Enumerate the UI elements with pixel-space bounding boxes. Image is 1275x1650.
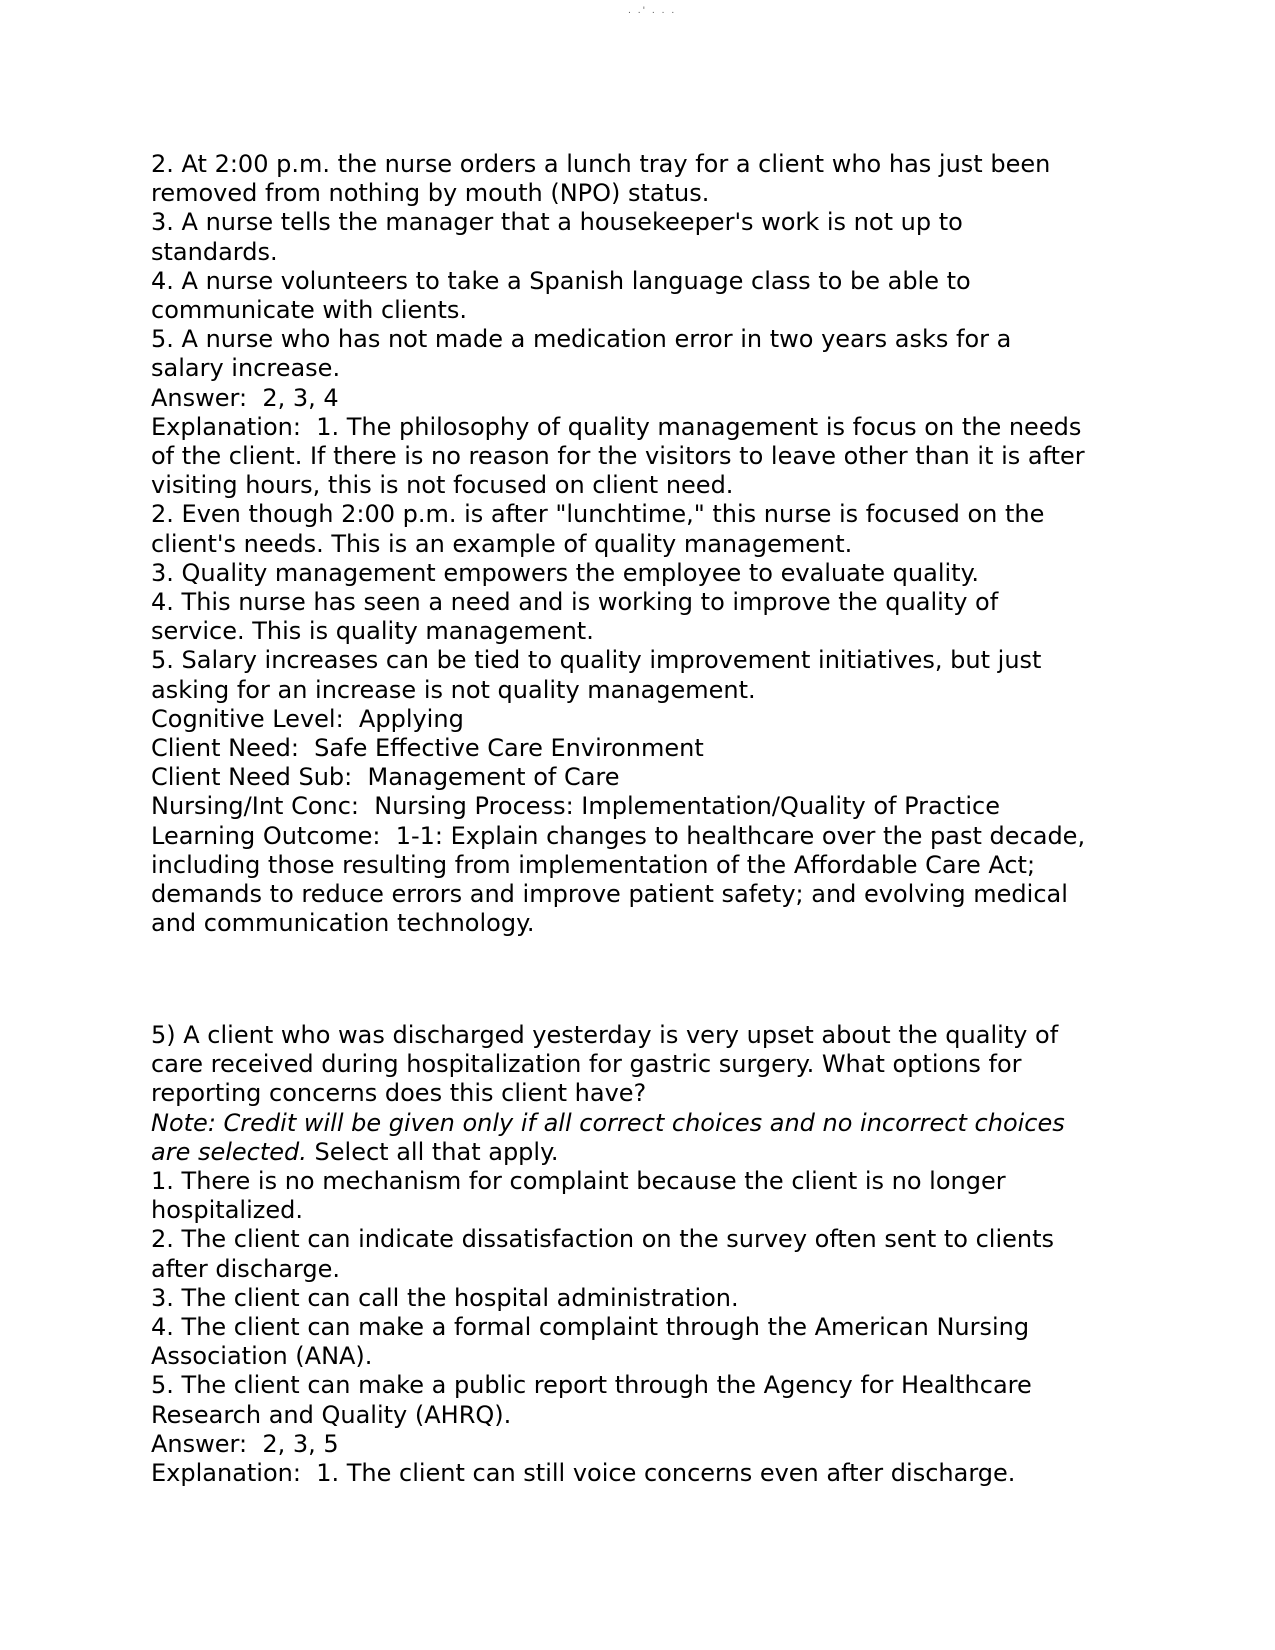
question-4-continuation bbox=[151, 150, 1141, 938]
client-need-sub-line: Client Need Sub: Management of Care bbox=[151, 763, 620, 792]
client-need-line: Client Need: Safe Effective Care Environment bbox=[151, 734, 704, 763]
select-all-text: Select all that apply. bbox=[306, 1137, 559, 1166]
text-line: standards. bbox=[151, 237, 278, 266]
option-line: hospitalized. bbox=[151, 1196, 303, 1225]
text-line: including those resulting from implementation of the Affordable Care Act; bbox=[151, 850, 1036, 879]
text-line: salary increase. bbox=[151, 354, 341, 383]
option-line: 4. The client can make a formal complaint through the American Nursing bbox=[151, 1313, 1030, 1342]
nursing-int-conc-line: Nursing/Int Conc: Nursing Process: Implementation/Quality of Practice bbox=[151, 792, 1000, 821]
option-line: 2. The client can indicate dissatisfaction on the survey often sent to clients bbox=[151, 1225, 1055, 1254]
learning-outcome-line: Learning Outcome: 1-1: Explain changes to healthcare over the past decade, bbox=[151, 821, 1086, 850]
option-line: Research and Quality (AHRQ). bbox=[151, 1400, 512, 1429]
question-5 bbox=[151, 1021, 1141, 1488]
page-header-mark: . .' . . . bbox=[628, 6, 677, 16]
text-line: 3. A nurse tells the manager that a housekeeper's work is not up to bbox=[151, 208, 963, 237]
note-italic-text: are selected. bbox=[151, 1137, 307, 1166]
option-line: Association (ANA). bbox=[151, 1342, 373, 1371]
option-line: 3. The client can call the hospital administration. bbox=[151, 1283, 739, 1312]
text-line: 3. Quality management empowers the employee to evaluate quality. bbox=[151, 558, 979, 587]
text-line: of the client. If there is no reason for the visitors to leave other than it is after bbox=[151, 442, 1085, 471]
text-line: 2. At 2:00 p.m. the nurse orders a lunch tray for a client who has just been bbox=[151, 150, 1051, 178]
cognitive-level-line: Cognitive Level: Applying bbox=[151, 704, 464, 733]
note-line: Note: Credit will be given only if all correct choices and no incorrect choices bbox=[151, 1108, 1065, 1137]
text-line: demands to reduce errors and improve patient safety; and evolving medical bbox=[151, 880, 1068, 909]
text-line: visiting hours, this is not focused on client need. bbox=[151, 471, 734, 500]
question-text-line: care received during hospitalization for gastric surgery. What options for bbox=[151, 1050, 1022, 1079]
question-text-line: 5) A client who was discharged yesterday is very upset about the quality of bbox=[151, 1021, 1059, 1049]
option-line: after discharge. bbox=[151, 1254, 340, 1283]
text-line: client's needs. This is an example of quality management. bbox=[151, 529, 853, 558]
text-line: service. This is quality management. bbox=[151, 617, 594, 646]
text-line: asking for an increase is not quality management. bbox=[151, 675, 756, 704]
answer-line: Answer: 2, 3, 4 bbox=[151, 383, 339, 412]
question-text-line: reporting concerns does this client have? bbox=[151, 1079, 647, 1108]
option-line: 5. The client can make a public report through the Agency for Healthcare bbox=[151, 1371, 1032, 1400]
text-line: communicate with clients. bbox=[151, 296, 468, 325]
text-line: removed from nothing by mouth (NPO) status. bbox=[151, 179, 710, 208]
text-line: 2. Even though 2:00 p.m. is after "lunchtime," this nurse is focused on the bbox=[151, 500, 1045, 529]
text-line: 4. A nurse volunteers to take a Spanish language class to be able to bbox=[151, 266, 971, 295]
explanation-line: Explanation: 1. The client can still voice concerns even after discharge. bbox=[151, 1459, 1016, 1488]
text-line: and communication technology. bbox=[151, 909, 535, 938]
note-line bbox=[151, 1138, 1141, 1167]
text-line: 5. Salary increases can be tied to quality improvement initiatives, but just bbox=[151, 646, 1042, 675]
option-line: 1. There is no mechanism for complaint because the client is no longer bbox=[151, 1167, 1006, 1196]
answer-line: Answer: 2, 3, 5 bbox=[151, 1429, 339, 1458]
text-line: 5. A nurse who has not made a medication error in two years asks for a bbox=[151, 325, 1012, 354]
text-line: 4. This nurse has seen a need and is working to improve the quality of bbox=[151, 588, 999, 617]
explanation-line: Explanation: 1. The philosophy of quality management is focus on the needs bbox=[151, 412, 1082, 441]
